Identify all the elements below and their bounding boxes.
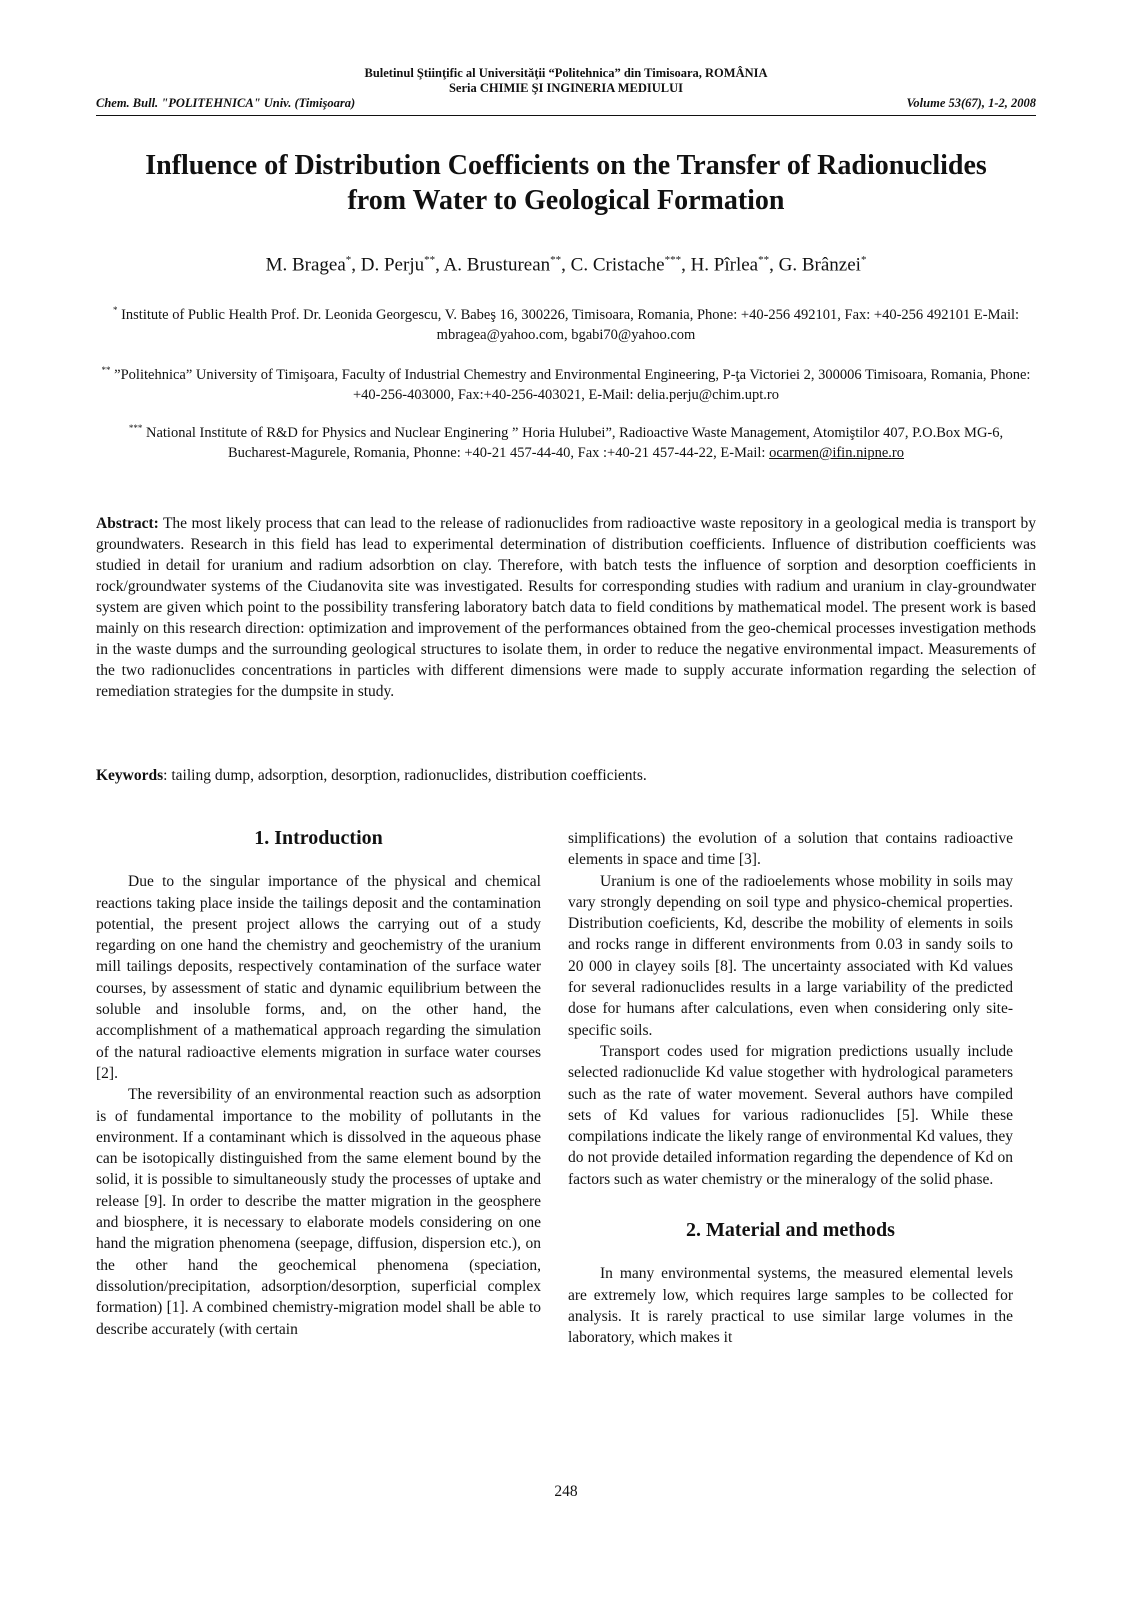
title-line-1: Influence of Distribution Coefficients on the Transfer of Radionuclides: [145, 150, 987, 181]
journal-header: [96, 66, 1036, 96]
author-separator: ,: [769, 254, 779, 276]
author-separator: ,: [561, 254, 571, 276]
paragraph: Transport codes used for migration predictions usually include selected radionuclide Kd value stogether with hydrological parameters such as the rate of water movement. Several authors have compiled sets of Kd values for various radionuclides [5]. While these compilations indicate the likely range of environmental Kd values, they do not provide detailed information regarding the dependence of Kd on factors such as water chemistry or the mineralogy of the solid phase.: [568, 1042, 1013, 1188]
keywords-label: Keywords: [96, 767, 164, 784]
author-separator: ,: [351, 254, 361, 276]
affiliation-2: [96, 360, 1036, 405]
keywords: [96, 765, 1036, 786]
right-column: [568, 828, 1013, 1349]
author-affiliation-mark: **: [550, 254, 562, 266]
paragraph: The reversibility of an environmental reaction such as adsorption is of fundamental importance to the mobility of pollutants in the environment. If a contaminant which is dissolved in the aqueous phase can be isotopically distinguished from the same element bound by the solid, it is possible to simultaneously study the processes of uptake and release [9]. In order to describe the matter migration in the geosphere and biosphere, it is necessary to elaborate models considering on one hand the migration phenomena (seepage, diffusion, dispersion etc.), on the other hand the geochemical phenomena (speciation, dissolution/precipitation, adsorption/desorption, superficial complex formation) [1]. A combined chemistry-migration model shall be able to describe accurately (with certain: [96, 1086, 541, 1338]
author-affiliation-mark: ***: [664, 254, 682, 266]
paper-page: [96, 0, 1036, 1600]
title-line-2: from Water to Geological Formation: [347, 185, 785, 216]
author-name: H. Pîrlea: [690, 254, 759, 276]
author-name: G. Brânzei: [778, 254, 861, 276]
paragraph: Uranium is one of the radioelements whose mobility in soils may vary strongly depending on soil type and physico-chemical properties. Distribution coeficients, Kd, describe the mobility of elements in soils and rocks range in different environments from 0.03 in sandy soils to 20 000 in clayey soils [8]. The uncertainty associated with Kd values for several radionuclides results in a large variability of the predicted dose for humans after calculations, even when considering only site-specific soils.: [568, 872, 1013, 1039]
affiliation-1: [96, 300, 1036, 345]
journal-abbrev: Chem. Bull. "POLITEHNICA" Univ. (Timişoara): [96, 96, 356, 110]
affiliation-text: Institute of Public Health Prof. Dr. Leonida Georgescu, V. Babeş 16, 300226, Timisoara, Romania, Phone: +40-256 492101, Fax: +40-256 492101 E-Mail: mbragea@yahoo.com, bgabi70@yahoo.com: [121, 306, 1020, 343]
journal-volume: Volume 53(67), 1-2, 2008: [906, 96, 1036, 110]
author-separator: ,: [681, 254, 691, 276]
affiliation-mark: **: [101, 365, 111, 375]
affiliation-text: National Institute of R&D for Physics and Nuclear Enginering ” Horia Hulubei”, Radioactive Waste Management, Atomiştilor 407, P.O.Box MG-6, Bucharest-Magurele, Romania, Phonne: +40-21 457-44-40, Fax :+40-21 457-44-22, E-Mail:: [145, 424, 1004, 461]
affiliation-mark: *: [112, 305, 118, 315]
section-heading-introduction: 1. Introduction: [254, 827, 383, 849]
keywords-text: : tailing dump, adsorption, desorption, radionuclides, distribution coefficients.: [163, 767, 647, 784]
author-separator: ,: [435, 254, 444, 276]
paper-title: [96, 148, 1036, 218]
author-name: D. Perju: [360, 254, 425, 276]
abstract: [96, 513, 1036, 702]
paragraph-continuation: simplifications) the evolution of a solution that contains radioactive elements in space and time [3].: [568, 830, 1013, 869]
page-number: 248: [554, 1483, 578, 1500]
author-affiliation-mark: *: [860, 254, 867, 266]
affiliation-3: [96, 418, 1036, 463]
paragraph: In many environmental systems, the measured elemental levels are extremely low, which requires large samples to be collected for analysis. It is rarely practical to use similar large volumes in the laboratory, which makes it: [568, 1265, 1013, 1347]
section-heading-methods: 2. Material and methods: [686, 1219, 895, 1242]
author-name: A. Brusturean: [443, 254, 551, 276]
author-list: [96, 254, 1036, 276]
email-link[interactable]: ocarmen@ifin.nipne.ro: [769, 444, 905, 461]
journal-series: Seria CHIMIE ŞI INGINERIA MEDIULUI: [448, 81, 684, 95]
journal-name: Buletinul Ştiinţific al Universităţii “Politehnica” din Timisoara, ROMÂNIA: [364, 66, 768, 80]
author-name: M. Bragea: [265, 254, 346, 276]
abstract-label: Abstract:: [96, 515, 159, 532]
left-column: [96, 828, 541, 1340]
author-affiliation-mark: **: [424, 254, 436, 266]
header-rule: [96, 115, 1036, 116]
author-affiliation-mark: *: [345, 254, 352, 266]
author-name: C. Cristache: [570, 254, 665, 276]
affiliation-mark: ***: [128, 423, 143, 433]
paragraph: Due to the singular importance of the physical and chemical reactions taking place inside the tailings deposit and the contamination potential, the present project allows the carrying out of a study regarding on one hand the chemistry and geochemistry of the uranium mill tailings deposits, respectively contamination of the surface water courses, by assessment of static and dynamic equilibrium between the soluble and insoluble forms, and, on the other hand, the accomplishment of a mathematical approach regarding the simulation of the natural radioactive elements migration in surface water courses [2].: [96, 873, 541, 1082]
author-affiliation-mark: **: [758, 254, 770, 266]
affiliation-text: ”Politehnica” University of Timişoara, Faculty of Industrial Chemestry and Environmental Engineering, P-ţa Victoriei 2, 300006 Timisoara, Romania, Phone: +40-256-403000, Fax:+40-256-403021, E-Mail: delia.perju@chim.upt.ro: [114, 366, 1031, 403]
abstract-text: The most likely process that can lead to the release of radionuclides from radioactive waste repository in a geological media is transport by groundwaters. Research in this field has lead to experimental determination of distribution coefficients. Influence of distribution coefficients was studied in detail for uranium and radium adsorbtion on clay. Therefore, with batch tests the influence of sorption and desorption coefficients in rock/groundwater systems of the Ciudanovita site was investigated. Results for corresponding studies with radium and uranium in clay-groundwater system are given which point to the possibility transfering laboratory batch data to field conditions by mathematical model. The present work is based mainly on this research direction: optimization and improvement of the performances obtained from the geo-chemical processes investigation methods in the waste dumps and the surrounding geological structures to isolate them, in order to reduce the negative environmental impact. Measurements of the two radionuclides concentrations in particles with different dimensions were made to supply accurate information regarding the selection of remediation strategies for the dumpsite in study.: [96, 515, 1036, 700]
